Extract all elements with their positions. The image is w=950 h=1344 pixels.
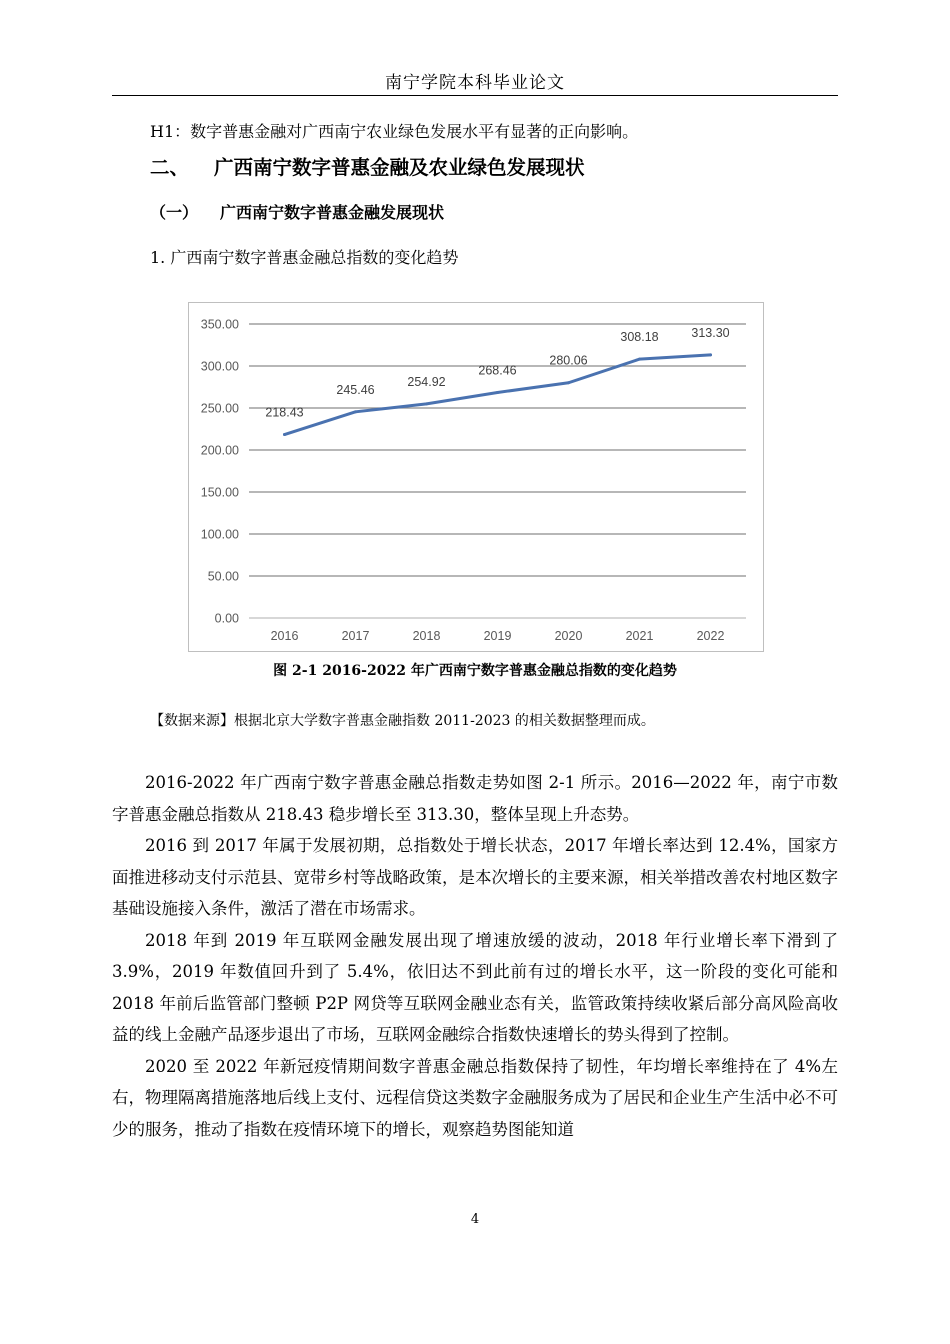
- data-label: 254.92: [407, 374, 446, 389]
- data-point: [283, 433, 286, 436]
- data-label: 280.06: [549, 353, 588, 368]
- x-tick-label: 2018: [412, 629, 441, 643]
- y-tick-label: 0.00: [214, 611, 239, 626]
- line-chart: [188, 302, 764, 652]
- data-label: 313.30: [691, 325, 730, 340]
- y-tick-label: 50.00: [207, 569, 239, 584]
- subsection-heading: [150, 200, 444, 223]
- paragraph: 2016 到 2017 年属于发展初期，总指数处于增长状态，2017 年增长率达到 12.4%，国家方面推进移动支付示范县、宽带乡村等战略政策，是本次增长的主要来源，相关举措改善农村地区数字基础设施接入条件，激活了潜在市场需求。: [112, 836, 838, 918]
- section-heading: [150, 152, 585, 180]
- data-point: [709, 353, 712, 356]
- x-tick-label: 2020: [554, 629, 583, 643]
- paragraph: 2018 年到 2019 年互联网金融发展出现了增速放缓的波动，2018 年行业增长率下滑到了 3.9%，2019 年数值回升到了 5.4%，依旧达不到此前有过的增长水平，这一阶段的变化可能和 2018 年前后监管部门整顿 P2P 网贷等互联网金融业态有关，监管政策持续收紧后部分高风险高收益的线上金融产品逐步退出了市场，互联网金融综合指数快速增长的势头得到了控制。: [112, 930, 838, 1044]
- figure-caption: 图 2-1 2016-2022 年广西南宁数字普惠金融总指数的变化趋势: [273, 663, 677, 679]
- data-source-note: 【数据来源】根据北京大学数字普惠金融指数 2011-2023 的相关数据整理而成。: [150, 713, 655, 729]
- subsection-number: （一）: [150, 203, 199, 222]
- data-point: [638, 358, 641, 361]
- data-point: [425, 402, 428, 405]
- y-tick-label: 250.00: [200, 401, 239, 416]
- paragraph: 2020 至 2022 年新冠疫情期间数字普惠金融总指数保持了韧性，年均增长率维持在了 4%左右，物理隔离措施落地后线上支付、远程信贷这类数字金融服务成为了居民和企业生产生活中必不可少的服务，推动了指数在疫情环境下的增长，观察趋势图能知道: [112, 1056, 838, 1139]
- data-label: 245.46: [336, 382, 375, 397]
- section-title: 广西南宁数字普惠金融及农业绿色发展现状: [214, 156, 585, 179]
- subsection-title: 广西南宁数字普惠金融发展现状: [220, 203, 445, 222]
- data-point: [354, 410, 357, 413]
- y-tick-label: 300.00: [200, 359, 239, 374]
- x-tick-label: 2019: [483, 629, 512, 643]
- y-tick-label: 150.00: [200, 485, 239, 500]
- x-tick-label: 2021: [625, 629, 654, 643]
- paragraph: 2016-2022 年广西南宁数字普惠金融总指数走势如图 2-1 所示。2016—2022 年，南宁市数字普惠金融总指数从 218.43 稳步增长至 313.30，整体呈现上升态势。: [112, 773, 838, 824]
- section-number: 二、: [150, 156, 190, 179]
- page-header: 南宁学院本科毕业论文: [385, 73, 565, 93]
- y-tick-label: 350.00: [200, 317, 239, 332]
- y-tick-label: 100.00: [200, 527, 239, 542]
- y-tick-label: 200.00: [200, 443, 239, 458]
- data-point: [496, 391, 499, 394]
- header-rule: [112, 95, 838, 96]
- subsubsection-heading: 1. 广西南宁数字普惠金融总指数的变化趋势: [150, 248, 459, 267]
- data-label: 308.18: [620, 330, 659, 345]
- x-tick-label: 2017: [341, 629, 370, 643]
- hypothesis-text: H1：数字普惠金融对广西南宁农业绿色发展水平有显著的正向影响。: [150, 122, 639, 141]
- page-number: 4: [470, 1212, 480, 1227]
- body-text: [112, 767, 838, 1145]
- data-label: 268.46: [478, 363, 517, 378]
- data-label: 218.43: [265, 405, 304, 420]
- x-tick-label: 2022: [696, 629, 725, 643]
- x-tick-label: 2016: [270, 629, 299, 643]
- chart-svg: [189, 303, 763, 651]
- data-point: [567, 381, 570, 384]
